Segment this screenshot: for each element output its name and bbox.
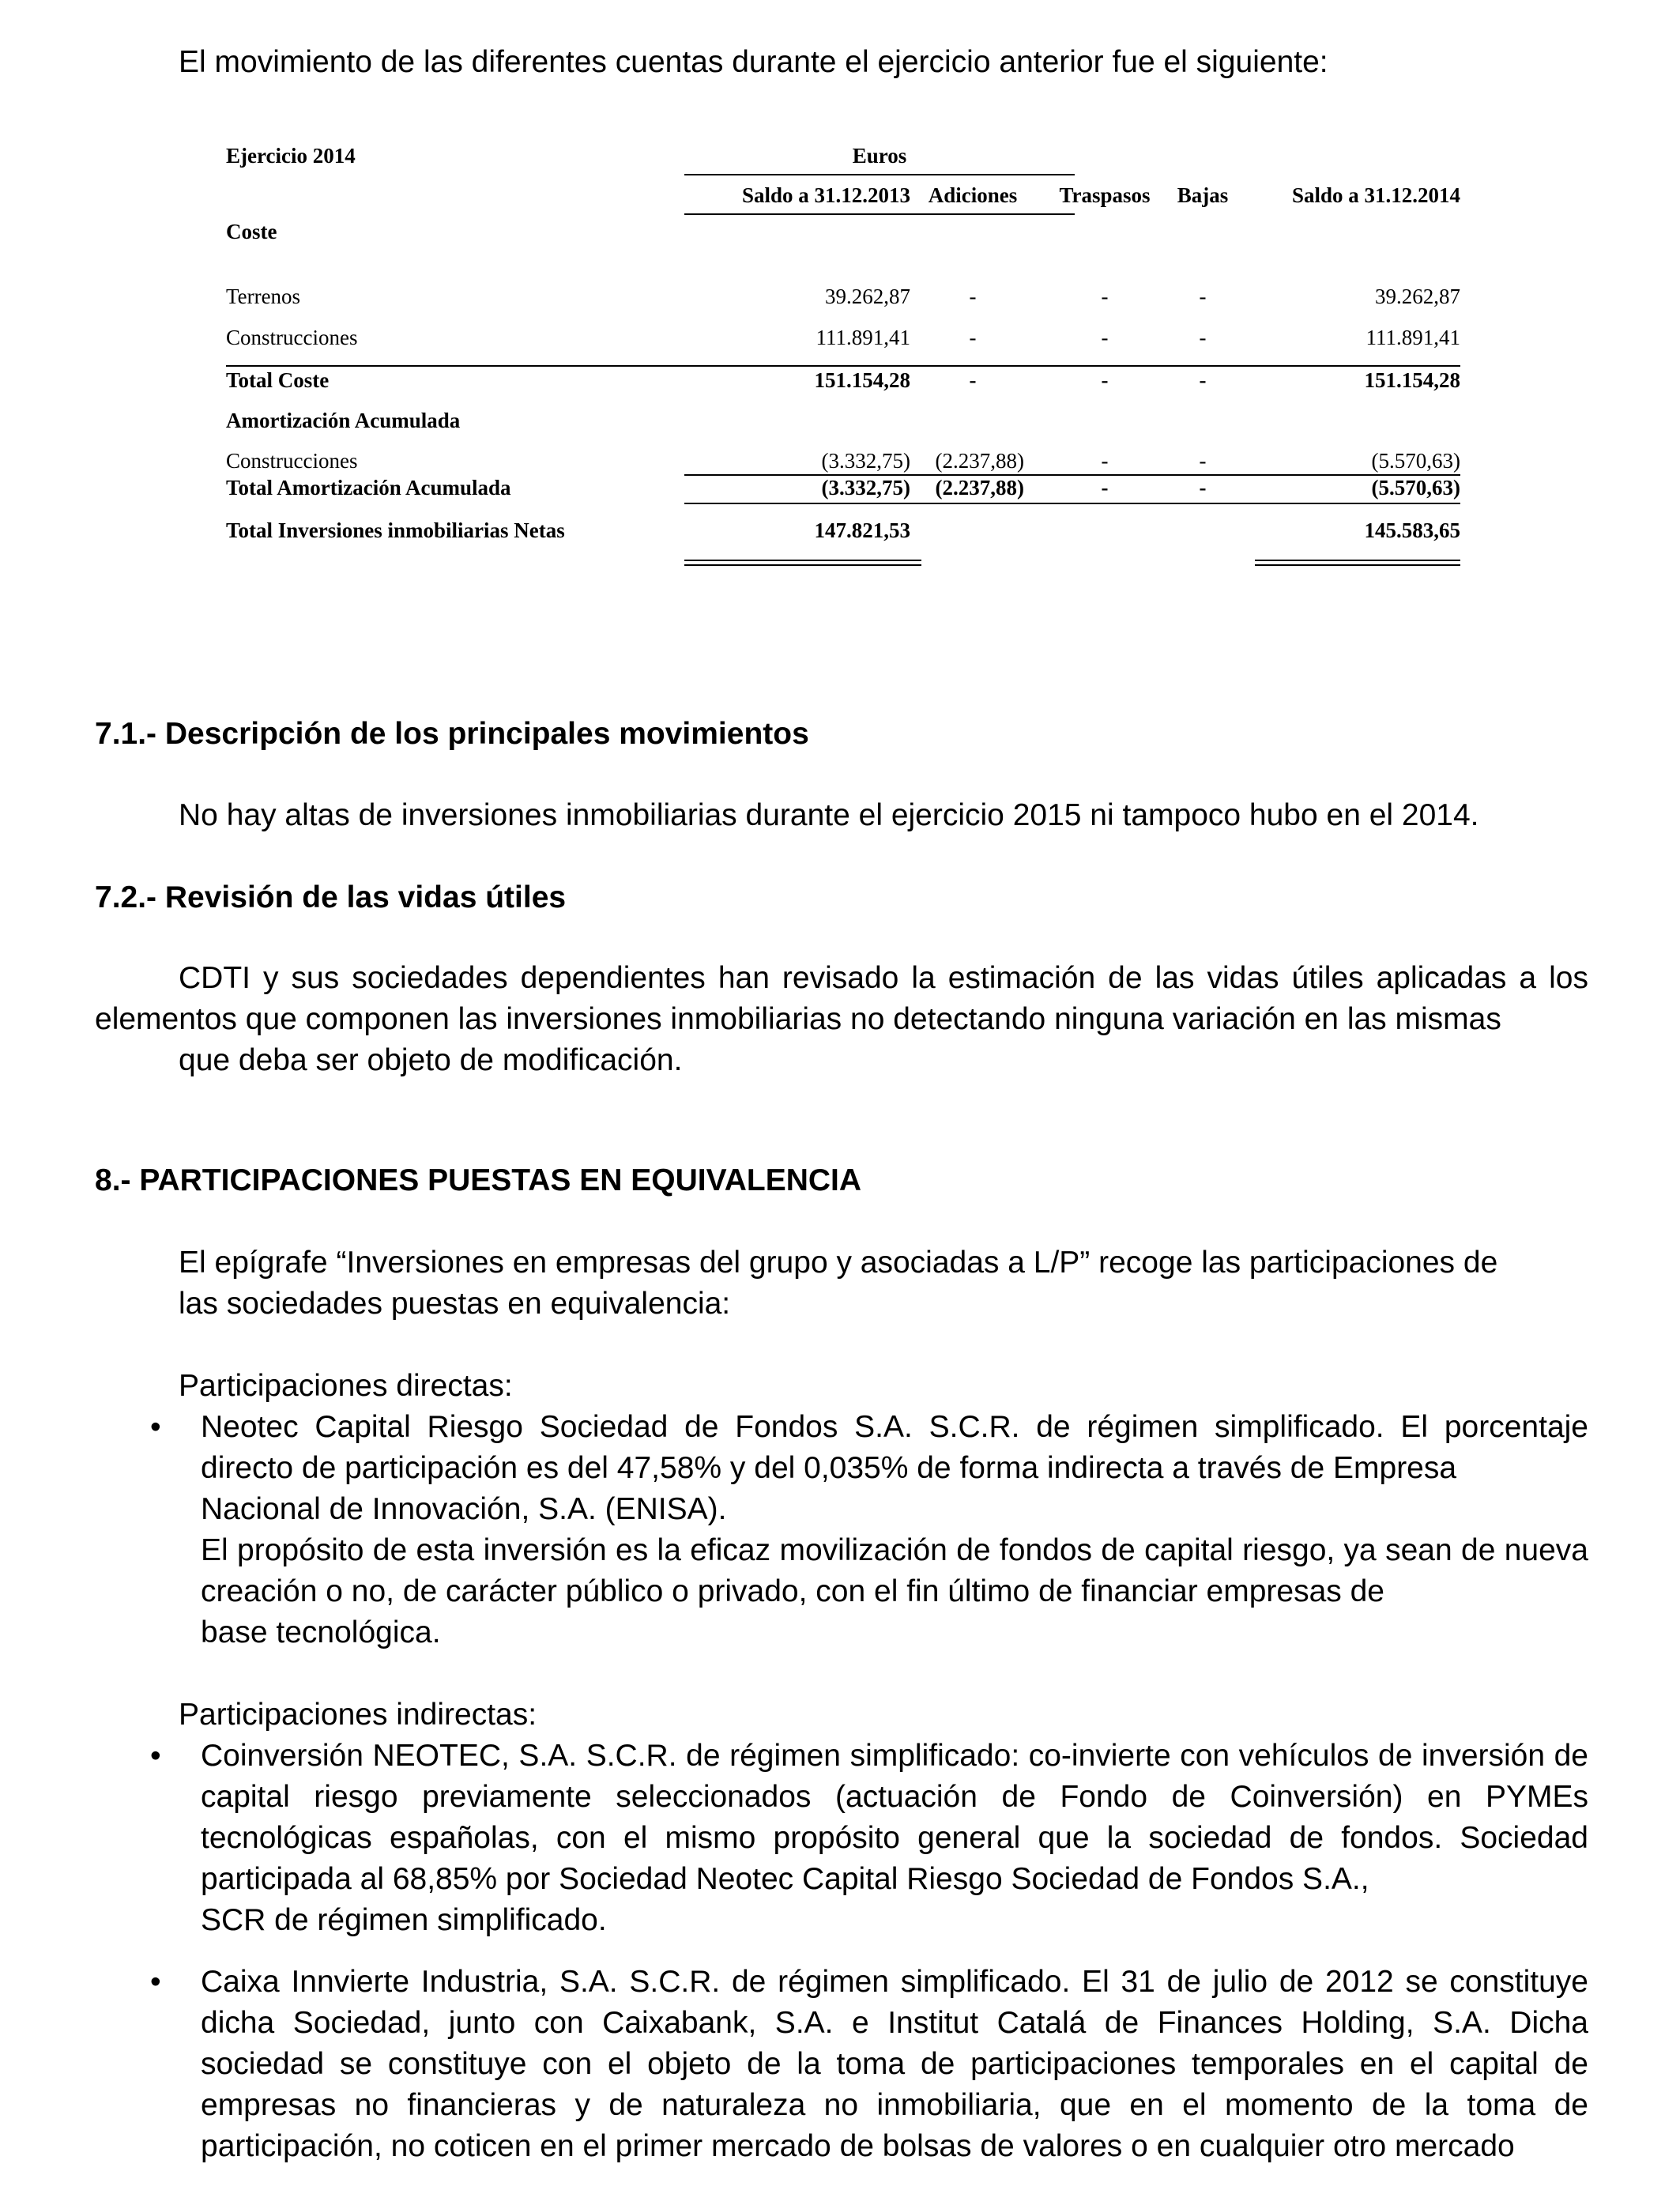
currency-label: Euros bbox=[852, 144, 907, 168]
period-label: Ejercicio 2014 bbox=[226, 144, 356, 168]
double-rule-right-1 bbox=[1255, 560, 1460, 561]
label-participaciones-directas: Participaciones directas: bbox=[179, 1369, 513, 1403]
paragraph-7-2-last: que deba ser objeto de modificación. bbox=[179, 1043, 683, 1077]
cell: (2.237,88) bbox=[935, 449, 1024, 473]
col-header-saldo-2014: Saldo a 31.12.2014 bbox=[1291, 183, 1460, 207]
cell: 151.154,28 bbox=[1364, 368, 1460, 392]
paragraph-7-2 bbox=[95, 958, 1588, 1081]
heading-7-1: 7.1.- Descripción de los principales movimientos bbox=[95, 717, 809, 751]
cell: (3.332,75) bbox=[821, 449, 910, 473]
section-amortizacion: Amortización Acumulada bbox=[226, 409, 461, 432]
paragraph-7-1: No hay altas de inversiones inmobiliarias durante el ejercicio 2015 ni tampoco hubo en el 2014. bbox=[179, 798, 1479, 832]
directas-item-1-p2-last: base tecnológica. bbox=[201, 1615, 441, 1649]
row-label-total-netas: Total Inversiones inmobiliarias Netas bbox=[226, 518, 565, 542]
cell: 39.262,87 bbox=[1375, 285, 1460, 308]
cell: - bbox=[1199, 476, 1207, 499]
indirectas-item-1-body: Coinversión NEOTEC, S.A. S.C.R. de régimen simplificado: co-invierte con vehículos de inversión de capital riesgo previamente seleccionados (actuación de Fondo de Coinversión) en PYMEs tecnológicas españolas, con el mismo propósito general que la sociedad de fondos. Sociedad participada al 68,85% por Sociedad Neotec Capital Riesgo Sociedad de Fondos S.A., bbox=[201, 1739, 1588, 1896]
cell: (3.332,75) bbox=[821, 476, 910, 499]
directas-item-1-p2: El propósito de esta inversión es la eficaz movilización de fondos de capital riesgo, ya sean de nueva creación o no, de carácter público o privado, con el fin último de financiar empresas de bbox=[201, 1533, 1588, 1608]
bullet-icon: • bbox=[150, 1739, 161, 1773]
col-header-traspasos: Traspasos bbox=[1059, 183, 1151, 207]
col-header-adiciones: Adiciones bbox=[928, 183, 1018, 207]
cell: - bbox=[1199, 285, 1207, 308]
row-label-terrenos: Terrenos bbox=[226, 285, 301, 308]
total-amort-bottom-rule bbox=[684, 503, 1460, 504]
cell: (5.570,63) bbox=[1371, 476, 1460, 499]
cell: - bbox=[1199, 449, 1207, 473]
cell: (2.237,88) bbox=[935, 476, 1024, 499]
paragraph-8 bbox=[95, 1242, 1588, 1325]
paragraph-8-last: las sociedades puestas en equivalencia: bbox=[179, 1287, 731, 1321]
directas-item-1 bbox=[201, 1407, 1588, 1653]
row-label-amort-construcciones: Construcciones bbox=[226, 449, 358, 473]
cell: 111.891,41 bbox=[816, 326, 910, 349]
heading-8: 8.- PARTICIPACIONES PUESTAS EN EQUIVALENCIA bbox=[95, 1163, 862, 1197]
cell: - bbox=[1101, 285, 1109, 308]
cell: 147.821,53 bbox=[814, 518, 910, 542]
cell: 39.262,87 bbox=[825, 285, 910, 308]
cell: - bbox=[1101, 449, 1109, 473]
col-header-rule bbox=[684, 213, 1075, 215]
label-participaciones-indirectas: Participaciones indirectas: bbox=[179, 1698, 537, 1732]
directas-item-1-body: Neotec Capital Riesgo Sociedad de Fondos S.A. S.C.R. de régimen simplificado. El porcentaje directo de participación es del 47,58% y del 0,035% de forma indirecta a través de Empresa bbox=[201, 1410, 1588, 1485]
intro-text: El movimiento de las diferentes cuentas durante el ejercicio anterior fue el siguiente: bbox=[179, 45, 1328, 79]
cell: - bbox=[969, 285, 977, 308]
paragraph-7-2-body: CDTI y sus sociedades dependientes han revisado la estimación de las vidas útiles aplicadas a los elementos que componen las inversiones inmobiliarias no detectando ninguna variación en las mismas bbox=[95, 961, 1588, 1036]
cell: 145.583,65 bbox=[1364, 518, 1460, 542]
cell: - bbox=[1101, 476, 1109, 499]
col-header-bajas: Bajas bbox=[1177, 183, 1229, 207]
double-rule-left-1 bbox=[684, 560, 921, 561]
row-label-total-coste: Total Coste bbox=[226, 368, 330, 392]
indirectas-item-2: Caixa Innvierte Industria, S.A. S.C.R. de régimen simplificado. El 31 de julio de 2012 se constituye dicha Sociedad, junto con Caixabank, S.A. e Institut Catalá de Finances Holding, S.A. Dicha sociedad se constituye con el objeto de la toma de participaciones temporales en el capital de empresas no financieras y de naturaleza no inmobiliaria, que en el momento de la toma de participación, no coticen en el primer mercado de bolsas de valores o en cualquier otro mercado bbox=[201, 1965, 1588, 2163]
heading-7-2: 7.2.- Revisión de las vidas útiles bbox=[95, 880, 567, 914]
row-label-construcciones: Construcciones bbox=[226, 326, 358, 349]
section-coste: Coste bbox=[226, 220, 277, 243]
cell: - bbox=[969, 368, 977, 392]
col-header-saldo-2013: Saldo a 31.12.2013 bbox=[741, 183, 910, 207]
double-rule-left-2 bbox=[684, 564, 921, 566]
row-label-total-amortizacion: Total Amortización Acumulada bbox=[226, 476, 511, 499]
cell: 151.154,28 bbox=[814, 368, 910, 392]
directas-item-1-last: Nacional de Innovación, S.A. (ENISA). bbox=[201, 1492, 727, 1526]
cell: - bbox=[1199, 368, 1207, 392]
cell: - bbox=[1101, 326, 1109, 349]
paragraph-8-body: El epígrafe “Inversiones en empresas del grupo y asociadas a L/P” recoge las participaciones de bbox=[179, 1246, 1498, 1280]
cell: 111.891,41 bbox=[1365, 326, 1460, 349]
cell: (5.570,63) bbox=[1371, 449, 1460, 473]
cell: - bbox=[969, 326, 977, 349]
bullet-icon: • bbox=[150, 1410, 161, 1444]
cell: - bbox=[1101, 368, 1109, 392]
double-rule-right-2 bbox=[1255, 564, 1460, 566]
header-rule bbox=[684, 174, 1075, 175]
bullet-icon: • bbox=[150, 1965, 161, 1999]
cell: - bbox=[1199, 326, 1207, 349]
indirectas-item-1 bbox=[201, 1736, 1588, 1941]
indirectas-item-1-last: SCR de régimen simplificado. bbox=[201, 1903, 607, 1937]
